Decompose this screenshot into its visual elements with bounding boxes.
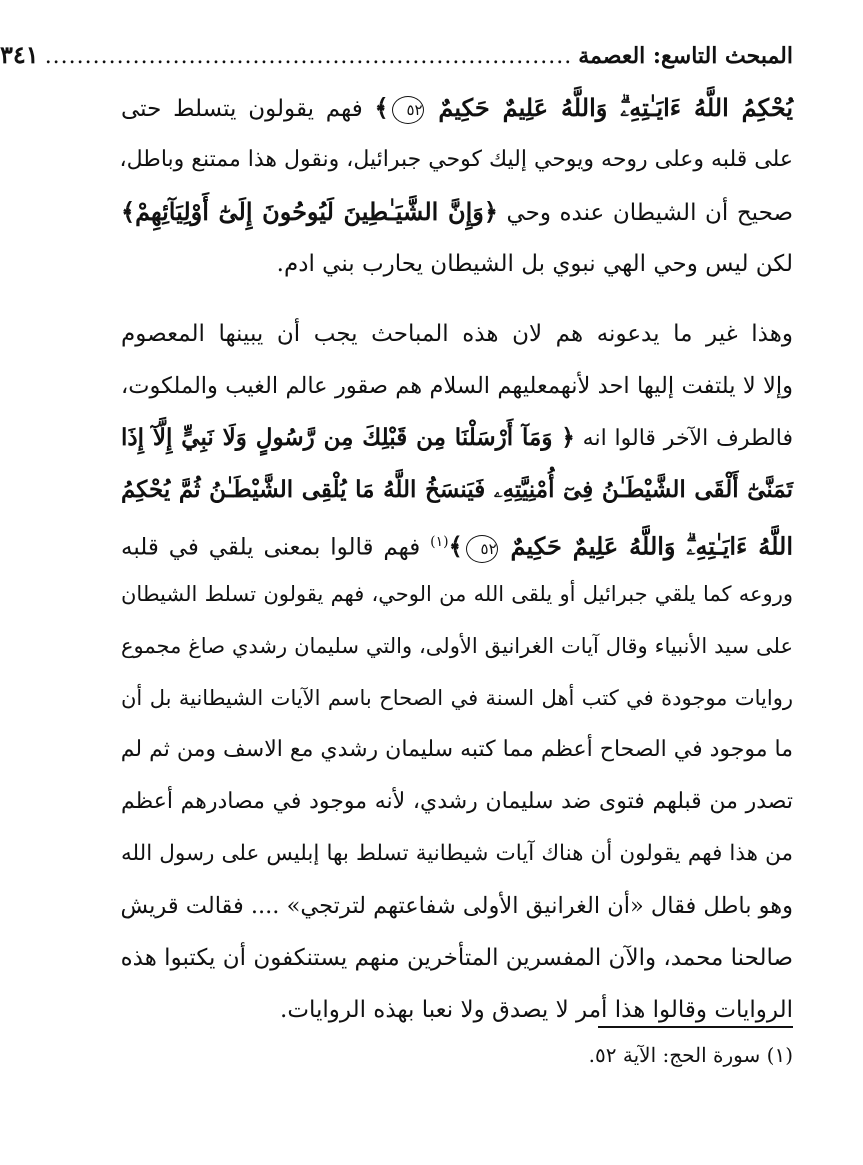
text-span: فهم يقولون يتسلط حتى <box>121 96 363 122</box>
footnote-reference: (١) <box>430 534 449 550</box>
text-line: وهذا غير ما يدعونه هم لان هذه المباحث يجب أن يبينها المعصوم <box>121 321 793 347</box>
quran-verse-line: تَمَنَّىٰٓ أَلْقَى الشَّيْطَـٰنُ فِىٓ أُمْنِيَّتِهِۦ فَيَنسَخُ اللَّهُ مَا يُلْقِى الشَّيْطَـٰنُ ثُمَّ يُحْكِمُ <box>121 476 793 503</box>
text-line: وإلا لا يلتفت إليها احد لأنهمعليهم السلام هم صقور عالم الغيب والملكوت، <box>121 373 793 399</box>
text-line <box>121 82 793 134</box>
text-line: من هذا فهم يقولون أن هناك آيات شيطانية تسلط بها إبليس على رسول الله <box>121 841 793 866</box>
quran-verse: يُحْكِمُ اللَّهُ ءَايَـٰتِهِۦۗ وَاللَّهُ عَلِيمٌ حَكِيمٌ <box>438 93 794 122</box>
text-line: لكن ليس وحي الهي نبوي بل الشيطان يحارب بني ادم. <box>276 251 793 277</box>
text-line: تصدر من قبلهم فتوى ضد سليمان رشدي، لأنه موجود في مصادرهم أعظم <box>121 789 793 814</box>
footnote-divider <box>598 1026 793 1028</box>
text-line: الروايات وقالوا هذا أمر لا يصدق ولا نعبا بهذه الروايات. <box>280 997 793 1023</box>
quran-verse: ﴿وَإِنَّ الشَّيَـٰطِينَ لَيُوحُونَ إِلَىٰٓ أَوْلِيَآئِهِمْ﴾ <box>121 197 498 226</box>
text-line <box>121 412 793 464</box>
text-line: على قلبه وعلى روحه ويوحي إليك كوحي جبرائيل، ونقول هذا ممتنع وباطل، <box>119 147 793 172</box>
quran-verse: اللَّهُ ءَايَـٰتِهِۦۗ وَاللَّهُ عَلِيمٌ حَكِيمٌ <box>510 531 794 561</box>
text-span: فالطرف الآخر قالوا انه <box>582 426 793 451</box>
text-line: وهو باطل فقال «أن الغرانيق الأولى شفاعتهم لترتجي» .... فقالت قريش <box>120 893 793 919</box>
text-line: صالحنا محمد، والآن المفسرين المتأخرين منهم يستنكفون أن يكتبوا هذه <box>120 945 793 971</box>
leader-dots: .................................................................. <box>44 44 573 69</box>
body-text <box>121 82 793 1036</box>
verse-bracket: ﴾ <box>448 531 463 561</box>
text-line <box>121 186 793 238</box>
text-line: روايات موجودة في كتب أهل السنة في الصحاح باسم الآيات الشيطانية بل أن <box>121 686 793 710</box>
text-line: على سيد الأنبياء وقال آيات الغرانيق الأولى، والتي سليمان رشدي صاغ مجموع <box>121 634 793 658</box>
ayah-number-marker: ٥٢ <box>392 96 424 124</box>
text-span: فهم قالوا بمعنى يلقي في قلبه <box>121 534 421 561</box>
text-line <box>121 516 793 568</box>
quran-verse: ﴿ وَمَآ أَرْسَلْنَا مِن قَبْلِكَ مِن رَّسُولٍ وَلَا نَبِيٍّ إِلَّآ إِذَا <box>121 424 575 451</box>
text-line: وروعه كما يلقي جبرائيل أو يلقى الله من الوحي، فهم يقولون تسلط الشيطان <box>121 582 793 606</box>
footnote: (١) سورة الحج: الآية ٥٢. <box>588 1043 793 1067</box>
text-line: ما موجود في الصحاح أعظم مما كتبه سليمان رشدي مع الاسف ومن ثم لم <box>120 737 793 762</box>
page-number: ٣٤١ <box>0 40 39 69</box>
chapter-title: المبحث التاسع: العصمة <box>578 43 793 69</box>
text-span: صحيح أن الشيطان عنده وحي <box>506 200 794 226</box>
ayah-number-marker: ٥٢ <box>466 535 498 563</box>
verse-bracket: ﴾ <box>374 93 389 122</box>
running-header <box>0 40 793 76</box>
